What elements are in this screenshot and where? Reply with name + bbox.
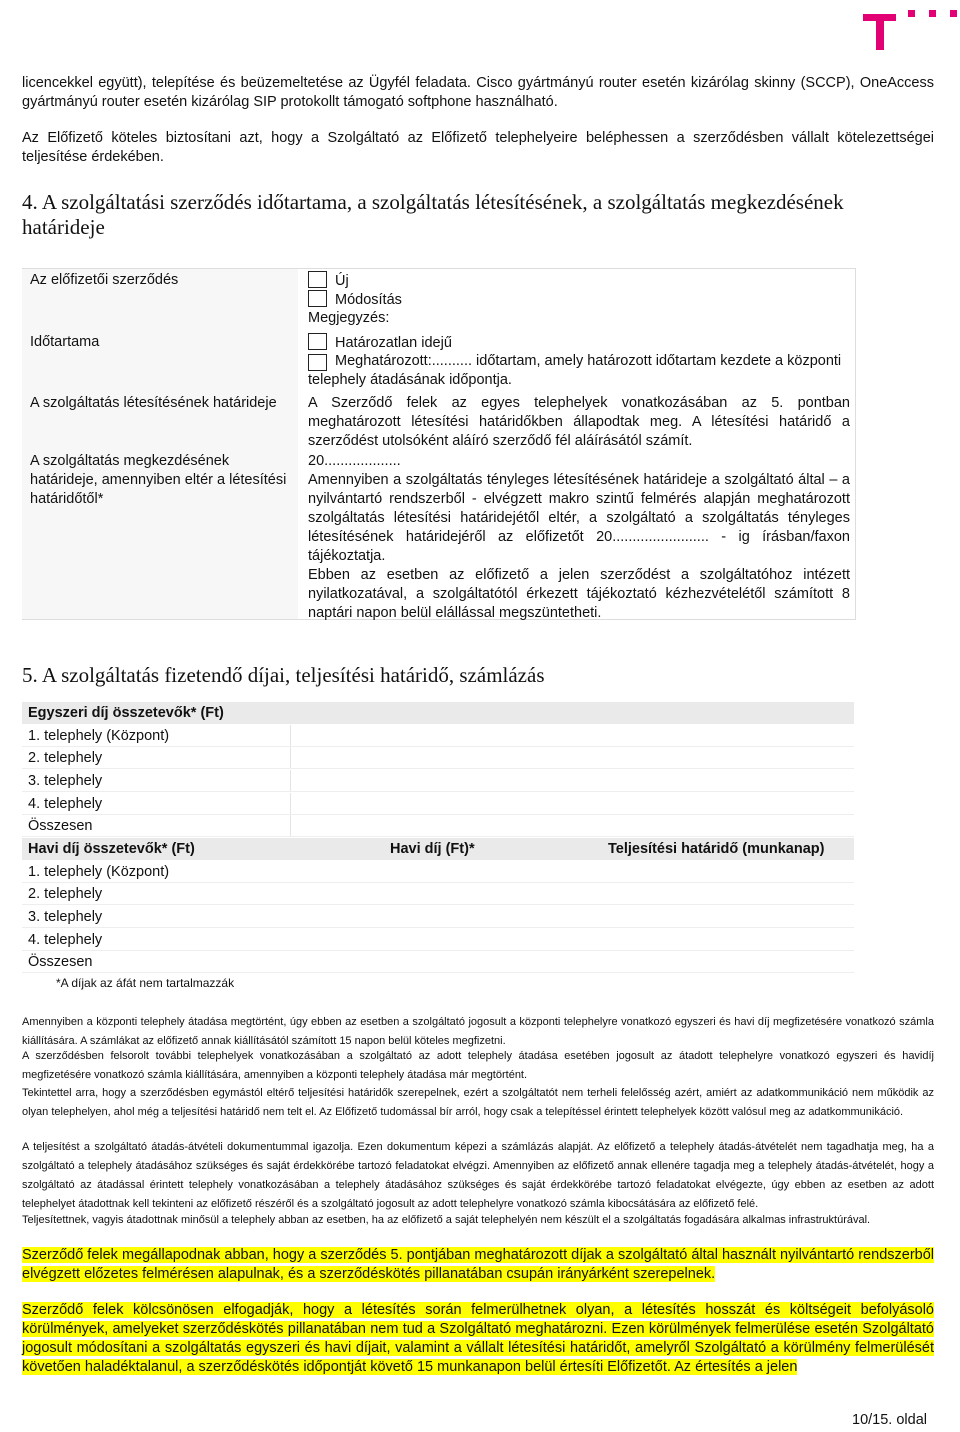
monthly-fee-header-row	[22, 838, 854, 860]
intro-paragraph-2: Az Előfizető köteles biztosítani azt, hogy a Szolgáltató az Előfizető telephelyeire beléphessen a szerződésben vállalt kötelezettségei teljesítése érdekében.	[22, 130, 934, 165]
start-date-field[interactable]: 20...................	[308, 453, 401, 469]
small-paragraph-3: Tekintettel arra, hogy a szerződésben egymástól eltérő teljesítési határidők szerepelnek, ezért a szolgáltatót nem terheli felelősség azért, amiért az adatkommunikáció nem működik az olyan telephelyen, ahol még a teljesítési határidő nem telt el. Az Előfizető tudomással bír arról, hogy csak a telepítéssel érintett telephelyek között valósul meg az adatkommunikáció.	[22, 1087, 934, 1118]
table-row: 3. telephely	[22, 906, 854, 928]
table-row: Összesen	[22, 951, 854, 973]
table-row: Összesen	[22, 815, 854, 837]
checkbox-modify[interactable]	[308, 290, 327, 307]
contract-label: Az előfizetői szerződés	[30, 272, 179, 288]
section-4-table	[22, 268, 856, 620]
remark-label: Megjegyzés:	[308, 310, 390, 326]
start-deadline-text: Amennyiben a szolgáltatás tényleges létesítésének határideje a szolgáltató által – a nyilvántartó rendszerből - elvégzett makro szintű felmérés alapján meghatározott szolgáltatás létesítési határidejétől eltér, a szolgáltató a szolgáltatás tényleges létesítésének határidejéről az előfizetőt 20........................ - ig írásban/faxon tájékoztatja.	[308, 472, 850, 564]
option-modify[interactable]: Módosítás	[308, 290, 402, 310]
table-row: 2. telephely	[22, 883, 854, 905]
intro-paragraph-1: licencekkel együtt), telepítése és beüzemeltetése az Ügyfél feladata. Cisco gyártmányú router esetén kizárólag skinny (SCCP), OneAccess gyártmányú router esetén kizárólag SIP protokollt támogató softphone használható.	[22, 75, 934, 110]
setup-deadline-value: A Szerződő felek az egyes telephelyek vonatkozásában az 5. pontban meghatározott létesítési határidőkben állapodtak meg. A létesítési határidő a szerződést utolsóként aláíró szerződő fél aláírásától számít.	[308, 395, 850, 449]
option-definite[interactable]: Meghatározott:.......... időtartam, amely határozott időtartam kezdete a központi telephely átadásának időpontja.	[308, 353, 842, 388]
page-number: 10/15. oldal	[852, 1412, 927, 1428]
table-row: 1. telephely (Központ)	[22, 725, 854, 747]
section-5-heading: 5. A szolgáltatás fizetendő díjai, teljesítési határidő, számlázás	[22, 663, 545, 687]
logo-dots	[908, 10, 958, 20]
table-row: 2. telephely	[22, 747, 854, 769]
option-indefinite[interactable]: Határozatlan idejű	[308, 333, 452, 353]
highlighted-paragraph-2: Szerződő felek kölcsönösen elfogadják, hogy a létesítés során felmerülhetnek olyan, a létesítés hosszát és költségeit befolyásoló körülmények, amelyeket szerződéskötés pillanatában nem tud a Szolgáltató meghatározni. Ezen körülmények felmerülése esetén Szolgáltató jogosult módosítani a szolgáltatás egyszeri és havi díjait, valamint a vállalt létesítési határidőt, amelyről Szolgáltató a körülmény felmerülését követően haladéktalanul, a szerződéskötés időpontját követő 15 munkanapon belül értesíti Előfizetőt. Az értesítés a jelen	[22, 1302, 934, 1375]
one-time-fee-header-row	[22, 702, 854, 724]
table-row: 3. telephely	[22, 770, 854, 792]
small-paragraph-4: A teljesítést a szolgáltató átadás-átvételi dokumentummal igazolja. Ezen dokumentum képezi a számlázás alapját. Az előfizető a telephely átadás-átvételét nem tagadhatja meg, ha a szolgáltató a telephely átadásához szükséges és saját érdekkörébe tartozó feladatokat elvégzi. Amennyiben az előfizető annak ellenére tagadja meg a telephely átadás-átvételét, hogy a szolgáltató az átadással érintett telephely vonatkozásában a telephely átadásához szükséges és saját érdekkörébe tartozó feladatokat elvégezte, úgy ebben az esetben az adott telephelyet átadottnak kell tekinteni az előfizető részéről és a szolgáltató jogosult az adott telephelyre vonatkozó számla kibocsátására az előfizető felé.	[22, 1141, 934, 1210]
vat-note: *A díjak az áfát nem tartalmazzák	[56, 976, 235, 990]
section-4-heading: 4. A szolgáltatási szerződés időtartama, a szolgáltatás létesítésének, a szolgáltatás megkezdésének határideje	[22, 190, 844, 239]
telekom-t-logo	[858, 2, 902, 50]
setup-deadline-label: A szolgáltatás létesítésének határideje	[30, 395, 277, 411]
table-row: 1. telephely (Központ)	[22, 861, 854, 883]
checkbox-new[interactable]	[308, 271, 327, 288]
highlighted-paragraph-1: Szerződő felek megállapodnak abban, hogy a szerződés 5. pontjában meghatározott díjak a szolgáltató által használt nyilvántartó rendszerből elvégzett előzetes felmérésen alapulnak, és a szerződéskötés pillanatában csupán irányárként szerepelnek.	[22, 1247, 934, 1282]
monthly-fee-header: Havi díj összetevők* (Ft)	[28, 841, 195, 857]
deadline-header: Teljesítési határidő (munkanap)	[608, 841, 825, 857]
start-deadline-label: A szolgáltatás megkezdésének határideje, amennyiben eltér a létesítési határidőtől*	[30, 453, 287, 507]
withdrawal-text: Ebben az esetben az előfizető a jelen szerződést a szolgáltatóhoz intézett nyilatkozatával, a szolgáltatótól érkezett tájékoztató kézhezvételétől számított 8 naptári napon belül elállással megszüntetheti.	[308, 567, 850, 621]
option-new[interactable]: Új	[308, 271, 349, 291]
duration-label: Időtartama	[30, 334, 100, 350]
one-time-fee-header: Egyszeri díj összetevők* (Ft)	[28, 705, 224, 721]
checkbox-indefinite[interactable]	[308, 333, 327, 350]
table-row: 4. telephely	[22, 793, 854, 815]
small-paragraph-1: Amennyiben a központi telephely átadása megtörtént, úgy ebben az esetben a szolgáltató jogosult a központi telephelyre vonatkozó egyszeri és havi díj megfizetésére vonatkozó számla kiállítására. A számlákat az előfizető annak kiállításától számított 15 napon belül köteles megfizetni.	[22, 1016, 934, 1047]
small-paragraph-5: Teljesítettnek, vagyis átadottnak minősül a telephely abban az esetben, ha az előfizető a saját telephelyén nem készült el a szolgáltatás fogadására alkalmas infrastruktúrával.	[22, 1214, 871, 1226]
monthly-fee-amount-header: Havi díj (Ft)*	[390, 841, 475, 857]
small-paragraph-2: A szerződésben felsorolt további telephelyek vonatkozásában a szolgáltató az adott telephely átadása esetében jogosult az átadott telephelyre vonatkozó egyszeri és havidíj megfizetésére vonatkozó számla kiállítására, amennyiben a központi telephely átadása már megtörtént.	[22, 1050, 934, 1081]
table-row: 4. telephely	[22, 929, 854, 951]
checkbox-definite[interactable]	[308, 354, 327, 371]
